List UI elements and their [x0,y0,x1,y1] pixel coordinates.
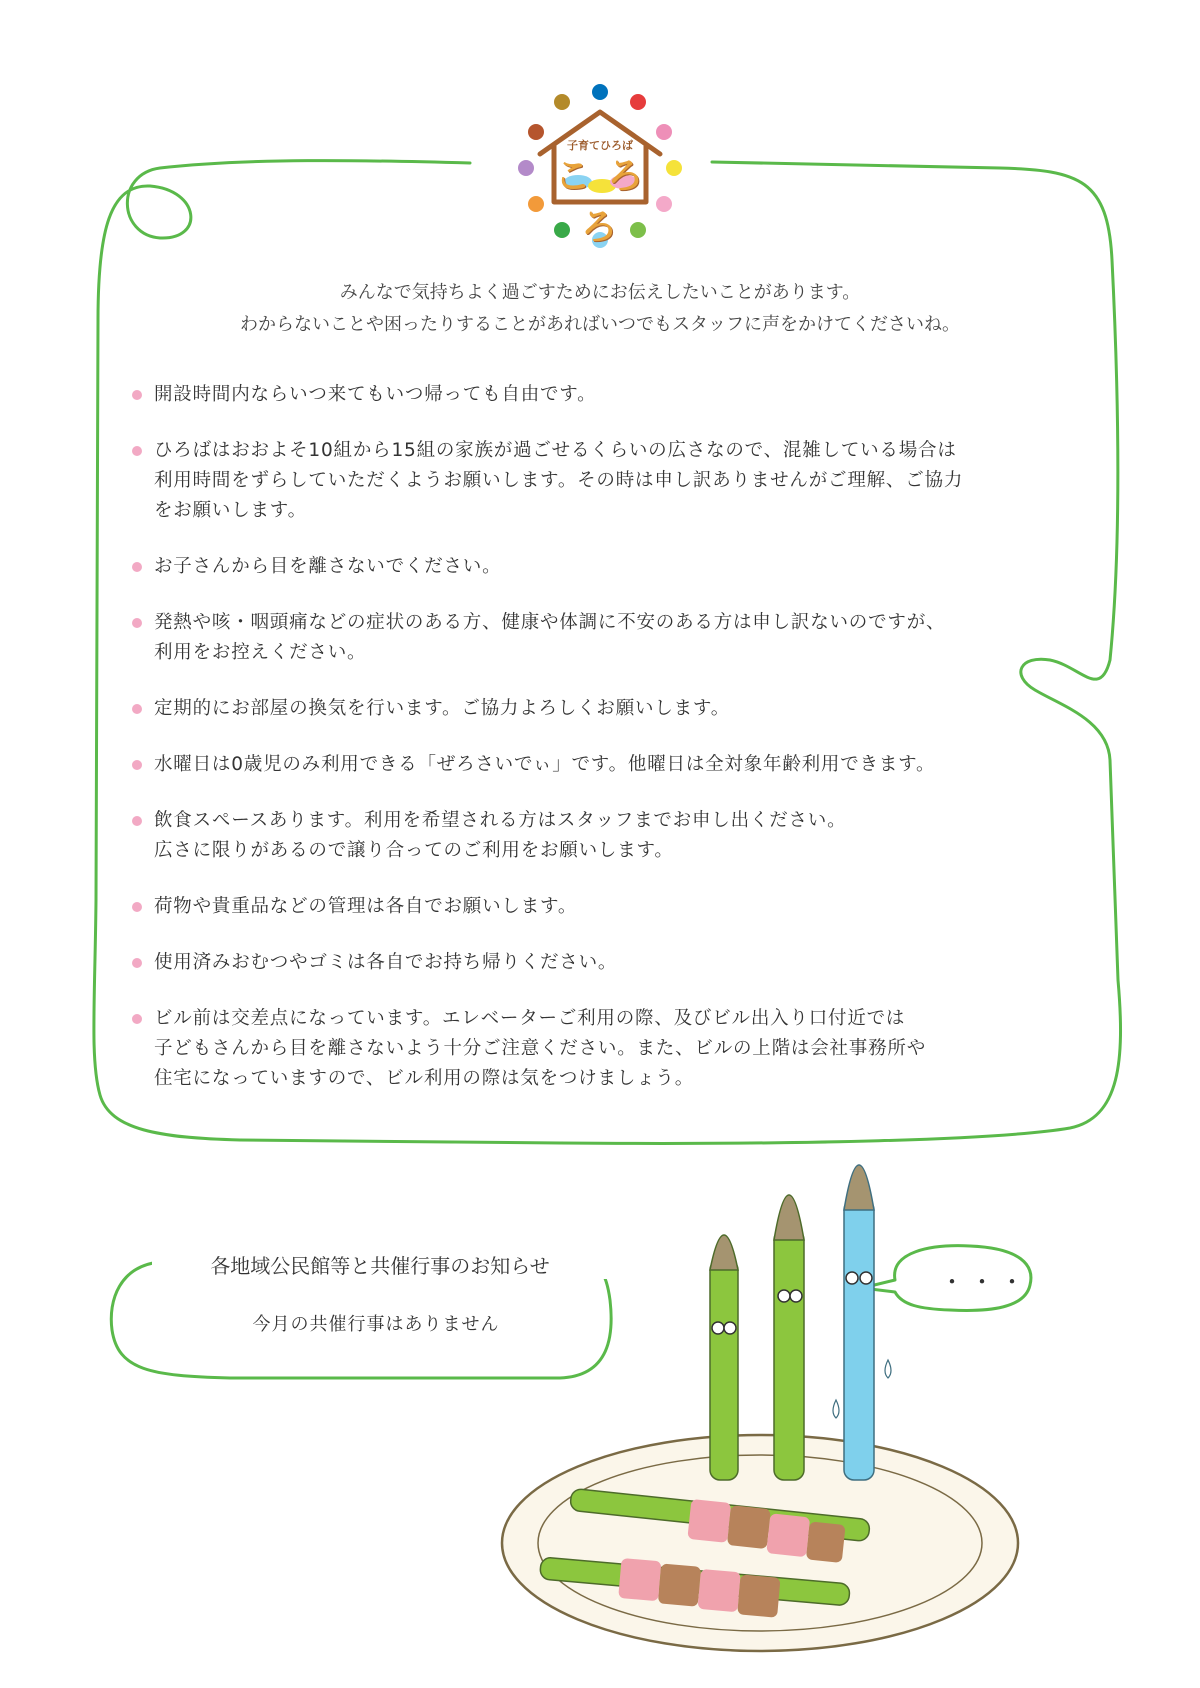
logo-title: こ ろ ろ [554,156,646,248]
rule-text: 定期的にお部屋の換気を行います。ご協力よろしくお願いします。 [154,698,731,719]
list-item [132,948,1092,978]
list-item [132,608,1092,668]
notice-body: 今月の共催行事はありません [252,1314,500,1335]
list-item [132,552,1092,582]
rule-text: お子さんから目を離さないでください。 [154,556,502,577]
rule-text: 飲食スペースあります。利用を希望される方はスタッフまでお申し出ください。 広さに限りがあるので譲り合ってのご利用をお願いします。 [154,810,847,861]
asparagus-tip [774,1195,804,1240]
list-item [132,694,1092,724]
rule-text: 水曜日は0歳児のみ利用できる「ぜろさいでぃ」です。他曜日は全対象年齢利用できます。 [154,754,936,775]
bullet-icon [132,816,142,826]
speech-bubble-text: ・・・ [940,1268,1030,1296]
eye-icon [846,1272,858,1284]
asparagus-green-left [710,1260,738,1480]
eye-icon [778,1290,790,1302]
notice-title: 各地域公民館等と共催行事のお知らせ [152,1250,608,1279]
bullet-icon [132,902,142,912]
intro-line-2: わからないことや困ったりすることがあればいつでもスタッフに声をかけてくださいね。 [240,314,960,335]
list-item [132,380,1092,410]
rule-text: 荷物や貴重品などの管理は各自でお願いします。 [154,896,578,917]
list-item [132,436,1092,526]
bullet-icon [132,760,142,770]
bullet-icon [132,390,142,400]
eye-icon [860,1272,872,1284]
asparagus-tip [844,1165,874,1210]
list-item [132,750,1092,780]
rule-text: 使用済みおむつやゴミは各自でお持ち帰りください。 [154,952,618,973]
rule-text: 開設時間内ならいつ来てもいつ帰っても自由です。 [154,384,597,405]
bullet-icon [132,704,142,714]
logo-dot [592,84,608,100]
asparagus-illustration [490,1160,1050,1670]
asparagus-green-middle [774,1230,804,1480]
intro-line-1: みんなで気持ちよく過ごすためにお伝えしたいことがあります。 [339,282,861,303]
list-item [132,892,1092,922]
asparagus-tip [710,1235,738,1270]
sweat-drop-icon [833,1400,839,1418]
sweat-drop-icon [885,1360,891,1378]
bullet-icon [132,562,142,572]
bullet-icon [132,1014,142,1024]
rule-text: ビル前は交差点になっています。エレベーターご利用の際、及びビル出入り口付近では 子どもさんから目を離さないよう十分ご注意ください。また、ビルの上階は会社事務所や 住宅になっていますので、ビル利用の際は気をつけましょう。 [154,1008,927,1089]
eye-icon [724,1322,736,1334]
list-item [132,806,1092,866]
rule-text: ひろばはおおよそ10組から15組の家族が過ごせるくらいの広さなので、混雑している場合は 利用時間をずらしていただくようお願いします。その時は申し訳ありませんがご理解、ご協力 をお願いします。 [154,440,964,521]
list-item [132,1004,1092,1094]
eye-icon [790,1290,802,1302]
asparagus-blue [844,1200,874,1480]
eye-icon [712,1322,724,1334]
logo-subtitle: 子育てひろば [567,139,633,152]
bullet-icon [132,618,142,628]
bullet-icon [132,958,142,968]
bullet-icon [132,446,142,456]
rule-text: 発熱や咳・咽頭痛などの症状のある方、健康や体調に不安のある方は申し訳ないのですが、 利用をお控えください。 [154,612,946,663]
